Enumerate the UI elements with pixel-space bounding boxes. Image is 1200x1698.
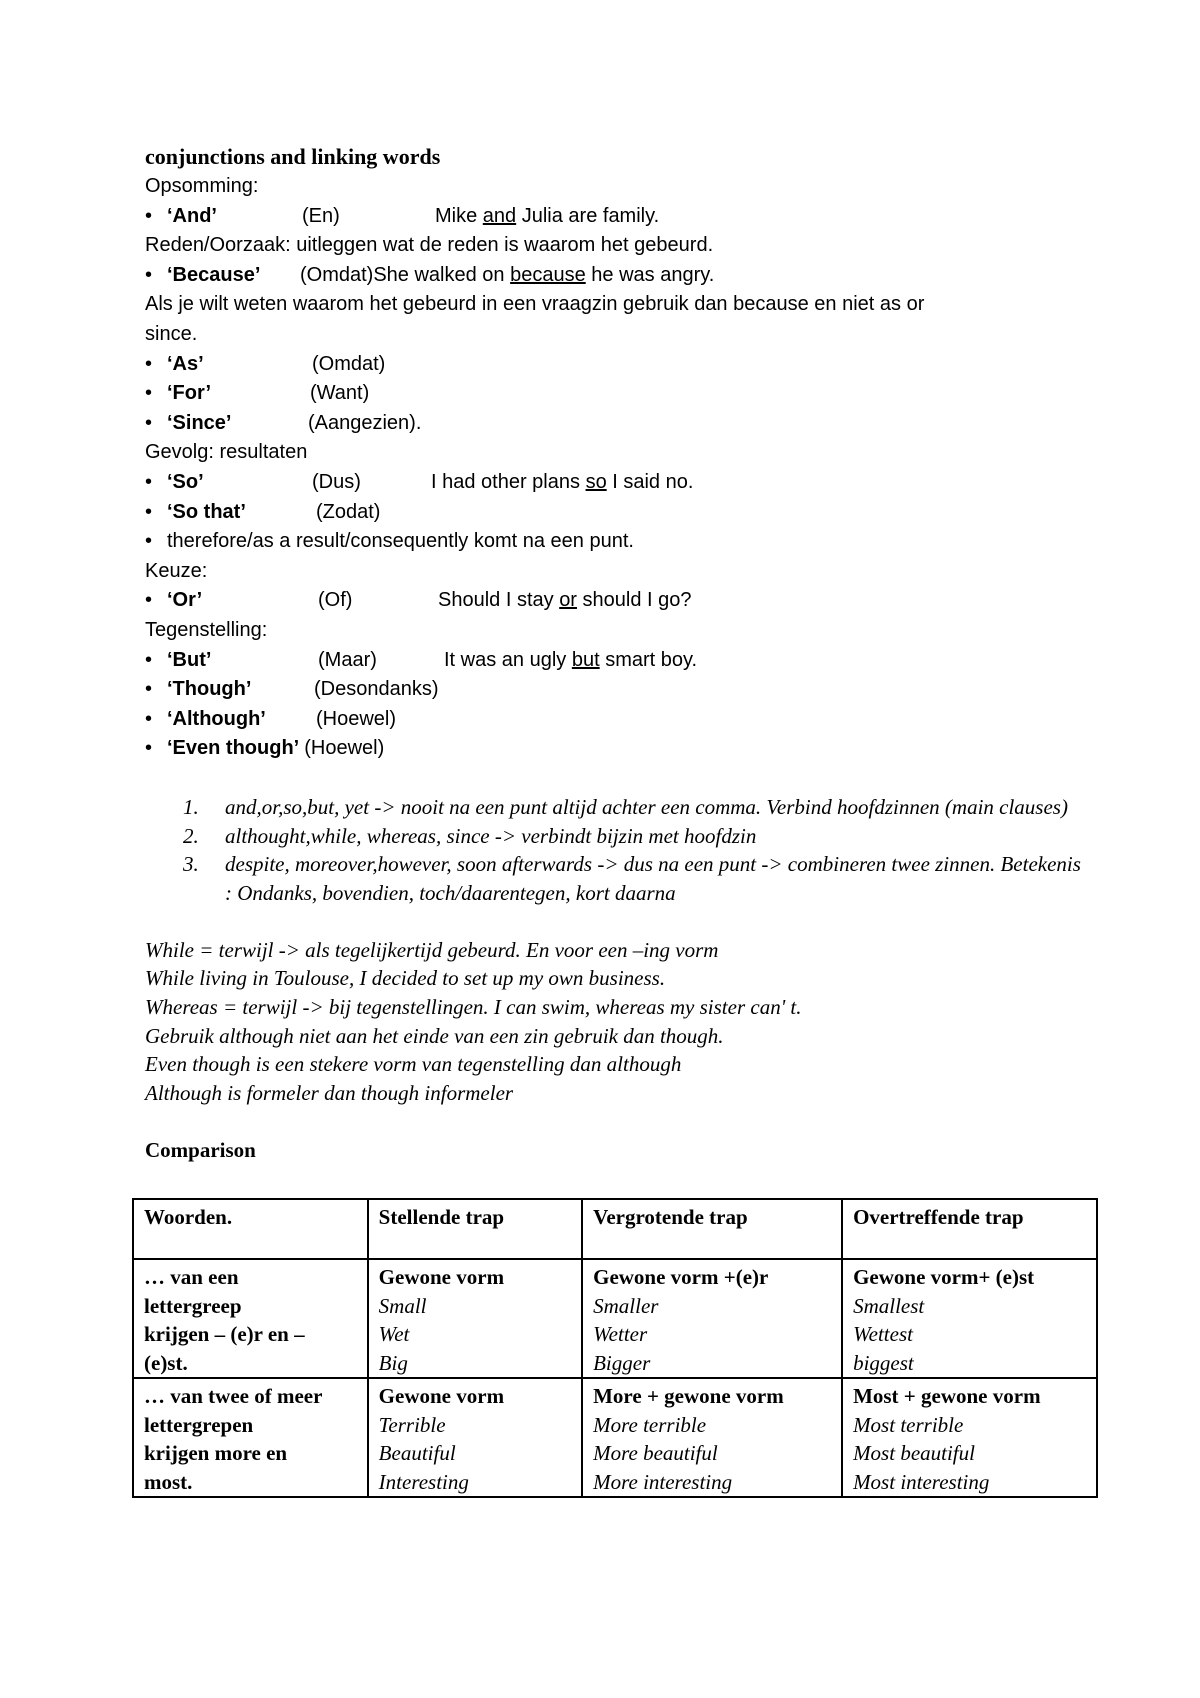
heading-gevolg: Gevolg: resultaten bbox=[145, 441, 308, 464]
example-because: (Omdat)She walked on because he was angry. bbox=[300, 263, 715, 286]
trans-and: (En) bbox=[302, 204, 340, 227]
term-even-though: ‘Even though’ bbox=[167, 737, 300, 760]
term-as: ‘As’ bbox=[167, 352, 204, 375]
list-item bbox=[145, 850, 1105, 907]
trans-so: (Dus) bbox=[312, 470, 361, 493]
bullet-dot: • bbox=[145, 411, 153, 434]
bullet-dot: • bbox=[145, 263, 153, 286]
example-or: Should I stay or should I go? bbox=[438, 589, 692, 612]
term-though: ‘Though’ bbox=[167, 678, 252, 701]
table-header: Woorden. bbox=[133, 1199, 368, 1259]
list-number: 3. bbox=[183, 852, 199, 877]
note-line: While living in Toulouse, I decided to set up my own business. bbox=[145, 966, 666, 991]
bullet-although bbox=[145, 705, 1105, 735]
bullet-but bbox=[145, 646, 1105, 676]
trans-since: (Aangezien). bbox=[308, 411, 422, 434]
bullet-even-though bbox=[145, 734, 1105, 764]
table-cell: … van een lettergreep krijgen – (e)r en – (e)st. bbox=[133, 1259, 368, 1378]
note-line: Gebruik although niet aan het einde van een zin gebruik dan though. bbox=[145, 1023, 724, 1048]
note-line: While = terwijl -> als tegelijkertijd gebeurd. En voor een –ing vorm bbox=[145, 937, 719, 962]
term-so: ‘So’ bbox=[167, 470, 204, 493]
heading-reden: Reden/Oorzaak: uitleggen wat de reden is waarom het gebeurd. bbox=[145, 234, 714, 257]
text-therefore: therefore/as a result/consequently komt na een punt. bbox=[167, 530, 634, 553]
list-text: and,or,so,but, yet -> nooit na een punt altijd achter een comma. Verbind hoofdzinnen (main clauses) bbox=[225, 794, 1068, 819]
trans-so-that: (Zodat) bbox=[316, 500, 381, 523]
table-cell: Gewone vorm+ (e)st Smallest Wettest biggest bbox=[842, 1259, 1097, 1378]
table-cell: Gewone vorm Small Wet Big bbox=[368, 1259, 582, 1378]
heading-keuze: Keuze: bbox=[145, 559, 208, 582]
bullet-as bbox=[145, 350, 1105, 380]
list-text: despite, moreover,however, soon afterwards -> dus na een punt -> combineren twee zinnen. Betekenis : Ondanks, bovendien, toch/daarentegen, kort daarna bbox=[225, 852, 1081, 905]
document-body bbox=[145, 142, 1105, 1164]
table-row bbox=[133, 1378, 1097, 1497]
bullet-dot: • bbox=[145, 204, 153, 227]
bullet-for bbox=[145, 379, 1105, 409]
table-cell: … van twee of meer lettergrepen krijgen more en most. bbox=[133, 1378, 368, 1497]
heading-opsomming: Opsomming: bbox=[145, 175, 259, 197]
list-number: 2. bbox=[183, 823, 199, 848]
bullet-dot: • bbox=[145, 352, 153, 375]
comparison-table bbox=[132, 1198, 1098, 1498]
table-header-row bbox=[133, 1199, 1097, 1259]
bullet-so-that bbox=[145, 498, 1105, 528]
list-number: 1. bbox=[183, 794, 199, 819]
bullet-dot: • bbox=[145, 707, 153, 730]
bullet-therefore bbox=[145, 527, 1105, 557]
bullet-because bbox=[145, 261, 1105, 291]
note-because-2: since. bbox=[145, 322, 198, 345]
list-item bbox=[145, 793, 1105, 822]
bullet-dot: • bbox=[145, 500, 153, 523]
note-line: Whereas = terwijl -> bij tegenstellingen. I can swim, whereas my sister can' t. bbox=[145, 995, 802, 1020]
bullet-since bbox=[145, 409, 1105, 439]
list-text: althought,while, whereas, since -> verbindt bijzin met hoofdzin bbox=[225, 823, 757, 848]
bullet-dot: • bbox=[145, 678, 153, 701]
bullet-dot: • bbox=[145, 530, 153, 553]
example-so: I had other plans so I said no. bbox=[431, 470, 694, 493]
table-cell: Gewone vorm +(e)r Smaller Wetter Bigger bbox=[582, 1259, 842, 1378]
bullet-dot: • bbox=[145, 648, 153, 671]
bullet-dot: • bbox=[145, 470, 153, 493]
bullet-so bbox=[145, 468, 1105, 498]
comparison-title: Comparison bbox=[145, 1137, 256, 1162]
term-or: ‘Or’ bbox=[167, 589, 203, 612]
document-title: conjunctions and linking words bbox=[145, 144, 441, 169]
bullet-dot: • bbox=[145, 382, 153, 405]
example-but: It was an ugly but smart boy. bbox=[444, 648, 698, 671]
note-line: Even though is een stekere vorm van tegenstelling dan although bbox=[145, 1052, 682, 1077]
trans-though: (Desondanks) bbox=[314, 678, 439, 701]
trans-for: (Want) bbox=[310, 382, 370, 405]
trans-even-though: (Hoewel) bbox=[304, 737, 385, 760]
table-cell: Gewone vorm Terrible Beautiful Interesting bbox=[368, 1378, 582, 1497]
term-for: ‘For’ bbox=[167, 382, 212, 405]
trans-although: (Hoewel) bbox=[316, 707, 397, 730]
term-since: ‘Since’ bbox=[167, 411, 232, 434]
numbered-list bbox=[145, 793, 1105, 908]
trans-but: (Maar) bbox=[318, 648, 377, 671]
note-because-1: Als je wilt weten waarom het gebeurd in een vraagzin gebruik dan because en niet as or bbox=[145, 293, 925, 316]
heading-tegenstelling: Tegenstelling: bbox=[145, 618, 268, 641]
term-so-that: ‘So that’ bbox=[167, 500, 246, 523]
term-although: ‘Although’ bbox=[167, 707, 266, 730]
table-cell: Most + gewone vorm Most terrible Most beautiful Most interesting bbox=[842, 1378, 1097, 1497]
note-line: Although is formeler dan though informeler bbox=[145, 1081, 514, 1106]
bullet-dot: • bbox=[145, 737, 153, 760]
bullet-and bbox=[145, 202, 1105, 232]
table-header: Overtreffende trap bbox=[842, 1199, 1097, 1259]
term-but: ‘But’ bbox=[167, 648, 212, 671]
table-cell: More + gewone vorm More terrible More beautiful More interesting bbox=[582, 1378, 842, 1497]
bullet-or bbox=[145, 586, 1105, 616]
table-row bbox=[133, 1259, 1097, 1378]
list-item bbox=[145, 822, 1105, 851]
trans-or: (Of) bbox=[318, 589, 353, 612]
bullet-dot: • bbox=[145, 589, 153, 612]
table-header: Stellende trap bbox=[368, 1199, 582, 1259]
table-header: Vergrotende trap bbox=[582, 1199, 842, 1259]
term-and: ‘And’ bbox=[167, 204, 217, 227]
example-and: Mike and Julia are family. bbox=[435, 204, 660, 227]
term-because: ‘Because’ bbox=[167, 263, 261, 286]
trans-as: (Omdat) bbox=[312, 352, 386, 375]
bullet-though bbox=[145, 675, 1105, 705]
